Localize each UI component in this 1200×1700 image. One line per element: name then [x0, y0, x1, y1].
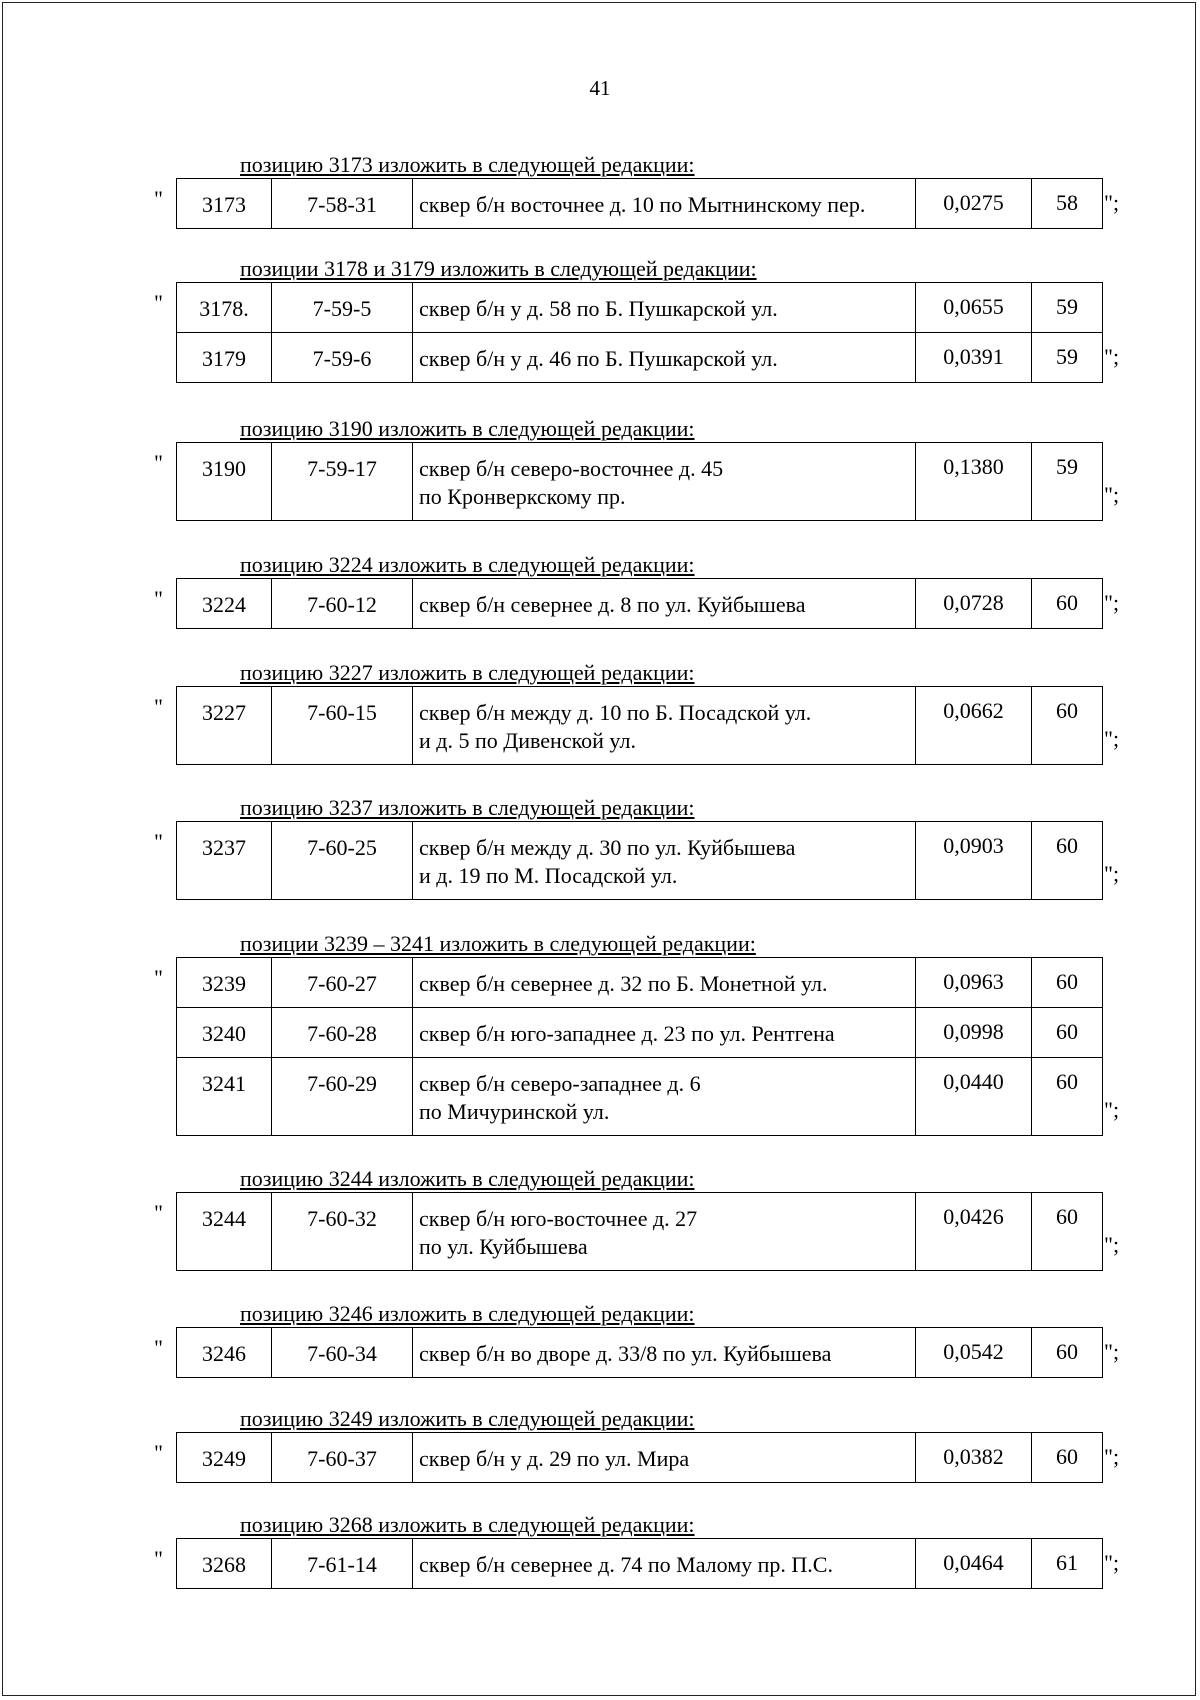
entry-table	[176, 686, 1103, 765]
position-number-cell: 3241	[177, 1058, 272, 1136]
opening-quote: "	[154, 694, 163, 719]
description-line: сквер б/н северо-восточнее д. 45	[419, 456, 724, 481]
sheet-number-cell: 60	[1032, 687, 1103, 765]
position-number-cell: 3249	[177, 1433, 272, 1483]
entry-table	[176, 957, 1103, 1136]
description-cell	[413, 958, 916, 1008]
object-code-cell: 7-60-15	[272, 687, 413, 765]
closing-quote: ";	[1104, 190, 1120, 215]
object-code-cell: 7-61-14	[272, 1539, 413, 1589]
closing-quote: ";	[1104, 861, 1120, 886]
entry-table	[176, 442, 1103, 521]
position-number-cell: 3179	[177, 333, 272, 383]
sheet-number-cell: 61	[1032, 1539, 1103, 1589]
area-cell: 0,0440	[916, 1058, 1032, 1136]
closing-quote: ";	[1104, 344, 1120, 369]
area-cell: 0,0728	[916, 579, 1032, 629]
closing-quote: ";	[1104, 590, 1120, 615]
description-line: сквер б/н у д. 29 по ул. Мира	[419, 1446, 690, 1471]
description-cell	[413, 179, 916, 229]
area-cell: 0,0655	[916, 283, 1032, 333]
description-line: сквер б/н севернее д. 32 по Б. Монетной ул.	[419, 971, 828, 996]
table-row	[177, 1193, 1103, 1271]
position-number-cell: 3224	[177, 579, 272, 629]
object-code-cell: 7-60-32	[272, 1193, 413, 1271]
sheet-number-cell: 60	[1032, 1193, 1103, 1271]
table-row	[177, 1058, 1103, 1136]
description-cell	[413, 443, 916, 521]
entry-table	[176, 1538, 1103, 1589]
object-code-cell: 7-60-37	[272, 1433, 413, 1483]
description-line: и д. 19 по М. Посадской ул.	[419, 863, 678, 888]
entry-table	[176, 282, 1103, 383]
position-number-cell: 3244	[177, 1193, 272, 1271]
description-line: по ул. Куйбышева	[419, 1234, 588, 1259]
sheet-number-cell: 58	[1032, 179, 1103, 229]
description-line: сквер б/н во дворе д. 33/8 по ул. Куйбышева	[419, 1341, 832, 1366]
table-row	[177, 822, 1103, 900]
opening-quote: "	[154, 965, 163, 990]
description-line: сквер б/н восточнее д. 10 по Мытнинскому пер.	[419, 192, 866, 217]
area-cell: 0,0998	[916, 1008, 1032, 1058]
description-line: сквер б/н между д. 10 по Б. Посадской ул.	[419, 700, 812, 725]
entry-table	[176, 578, 1103, 629]
description-line: сквер б/н между д. 30 по ул. Куйбышева	[419, 835, 796, 860]
entry-table	[176, 178, 1103, 229]
entry-table	[176, 1432, 1103, 1483]
area-cell: 0,0382	[916, 1433, 1032, 1483]
section-caption: позиции 3178 и 3179 изложить в следующей редакции:	[240, 256, 757, 281]
closing-quote: ";	[1104, 1550, 1120, 1575]
description-line: сквер б/н юго-западнее д. 23 по ул. Рентгена	[419, 1021, 835, 1046]
table-row	[177, 1433, 1103, 1483]
description-cell	[413, 1193, 916, 1271]
sheet-number-cell: 60	[1032, 958, 1103, 1008]
table-row	[177, 443, 1103, 521]
closing-quote: ";	[1104, 726, 1120, 751]
position-number-cell: 3237	[177, 822, 272, 900]
entry-table	[176, 1327, 1103, 1378]
area-cell: 0,0391	[916, 333, 1032, 383]
position-number-cell: 3190	[177, 443, 272, 521]
area-cell: 0,0542	[916, 1328, 1032, 1378]
position-number-cell: 3246	[177, 1328, 272, 1378]
description-cell	[413, 687, 916, 765]
sheet-number-cell: 60	[1032, 1058, 1103, 1136]
opening-quote: "	[154, 1546, 163, 1571]
position-number-cell: 3227	[177, 687, 272, 765]
opening-quote: "	[154, 186, 163, 211]
opening-quote: "	[154, 586, 163, 611]
area-cell: 0,1380	[916, 443, 1032, 521]
description-cell	[413, 1433, 916, 1483]
opening-quote: "	[154, 1440, 163, 1465]
description-line: сквер б/н юго-восточнее д. 27	[419, 1206, 698, 1231]
description-cell	[413, 1058, 916, 1136]
sheet-number-cell: 59	[1032, 333, 1103, 383]
closing-quote: ";	[1104, 482, 1120, 507]
description-cell	[413, 1539, 916, 1589]
sheet-number-cell: 60	[1032, 1328, 1103, 1378]
object-code-cell: 7-60-27	[272, 958, 413, 1008]
table-row	[177, 283, 1103, 333]
table-row	[177, 1328, 1103, 1378]
sheet-number-cell: 60	[1032, 579, 1103, 629]
table-row	[177, 1008, 1103, 1058]
description-cell	[413, 1008, 916, 1058]
area-cell: 0,0903	[916, 822, 1032, 900]
position-number-cell: 3173	[177, 179, 272, 229]
position-number-cell: 3178.	[177, 283, 272, 333]
opening-quote: "	[154, 450, 163, 475]
entry-table	[176, 1192, 1103, 1271]
table-row	[177, 579, 1103, 629]
closing-quote: ";	[1104, 1232, 1120, 1257]
opening-quote: "	[154, 1200, 163, 1225]
description-cell	[413, 333, 916, 383]
position-number-cell: 3239	[177, 958, 272, 1008]
description-line: и д. 5 по Дивенской ул.	[419, 728, 636, 753]
section-caption: позицию 3224 изложить в следующей редакции:	[240, 552, 695, 577]
sheet-number-cell: 60	[1032, 822, 1103, 900]
object-code-cell: 7-59-6	[272, 333, 413, 383]
section-caption: позицию 3173 изложить в следующей редакции:	[240, 152, 695, 177]
description-line: сквер б/н у д. 58 по Б. Пушкарской ул.	[419, 296, 778, 321]
position-number-cell: 3240	[177, 1008, 272, 1058]
table-row	[177, 1539, 1103, 1589]
table-row	[177, 687, 1103, 765]
object-code-cell: 7-60-12	[272, 579, 413, 629]
description-line: по Кронверкскому пр.	[419, 484, 626, 509]
object-code-cell: 7-59-17	[272, 443, 413, 521]
description-cell	[413, 283, 916, 333]
area-cell: 0,0464	[916, 1539, 1032, 1589]
sheet-number-cell: 60	[1032, 1433, 1103, 1483]
position-number-cell: 3268	[177, 1539, 272, 1589]
table-row	[177, 333, 1103, 383]
description-line: сквер б/н севернее д. 74 по Малому пр. П.С.	[419, 1552, 833, 1577]
closing-quote: ";	[1104, 1339, 1120, 1364]
area-cell: 0,0963	[916, 958, 1032, 1008]
area-cell: 0,0662	[916, 687, 1032, 765]
section-caption: позицию 3190 изложить в следующей редакции:	[240, 416, 695, 441]
description-line: по Мичуринской ул.	[419, 1099, 610, 1124]
section-caption: позицию 3227 изложить в следующей редакции:	[240, 660, 695, 685]
sheet-number-cell: 59	[1032, 443, 1103, 521]
description-cell	[413, 579, 916, 629]
area-cell: 0,0426	[916, 1193, 1032, 1271]
closing-quote: ";	[1104, 1097, 1120, 1122]
object-code-cell: 7-58-31	[272, 179, 413, 229]
table-row	[177, 958, 1103, 1008]
description-cell	[413, 1328, 916, 1378]
section-caption: позиции 3239 – 3241 изложить в следующей редакции:	[240, 931, 756, 956]
section-caption: позицию 3249 изложить в следующей редакции:	[240, 1406, 695, 1431]
opening-quote: "	[154, 1335, 163, 1360]
description-line: сквер б/н северо-западнее д. 6	[419, 1071, 701, 1096]
section-caption: позицию 3246 изложить в следующей редакции:	[240, 1301, 695, 1326]
object-code-cell: 7-59-5	[272, 283, 413, 333]
section-caption: позицию 3237 изложить в следующей редакции:	[240, 795, 695, 820]
section-caption: позицию 3244 изложить в следующей редакции:	[240, 1166, 695, 1191]
opening-quote: "	[154, 829, 163, 854]
section-caption: позицию 3268 изложить в следующей редакции:	[240, 1512, 695, 1537]
object-code-cell: 7-60-29	[272, 1058, 413, 1136]
closing-quote: ";	[1104, 1444, 1120, 1469]
object-code-cell: 7-60-34	[272, 1328, 413, 1378]
entry-table	[176, 821, 1103, 900]
description-cell	[413, 822, 916, 900]
object-code-cell: 7-60-28	[272, 1008, 413, 1058]
description-line: сквер б/н севернее д. 8 по ул. Куйбышева	[419, 592, 806, 617]
page-number: 41	[589, 76, 611, 100]
opening-quote: "	[154, 290, 163, 315]
table-row	[177, 179, 1103, 229]
area-cell: 0,0275	[916, 179, 1032, 229]
object-code-cell: 7-60-25	[272, 822, 413, 900]
sheet-number-cell: 59	[1032, 283, 1103, 333]
sheet-number-cell: 60	[1032, 1008, 1103, 1058]
description-line: сквер б/н у д. 46 по Б. Пушкарской ул.	[419, 346, 778, 371]
